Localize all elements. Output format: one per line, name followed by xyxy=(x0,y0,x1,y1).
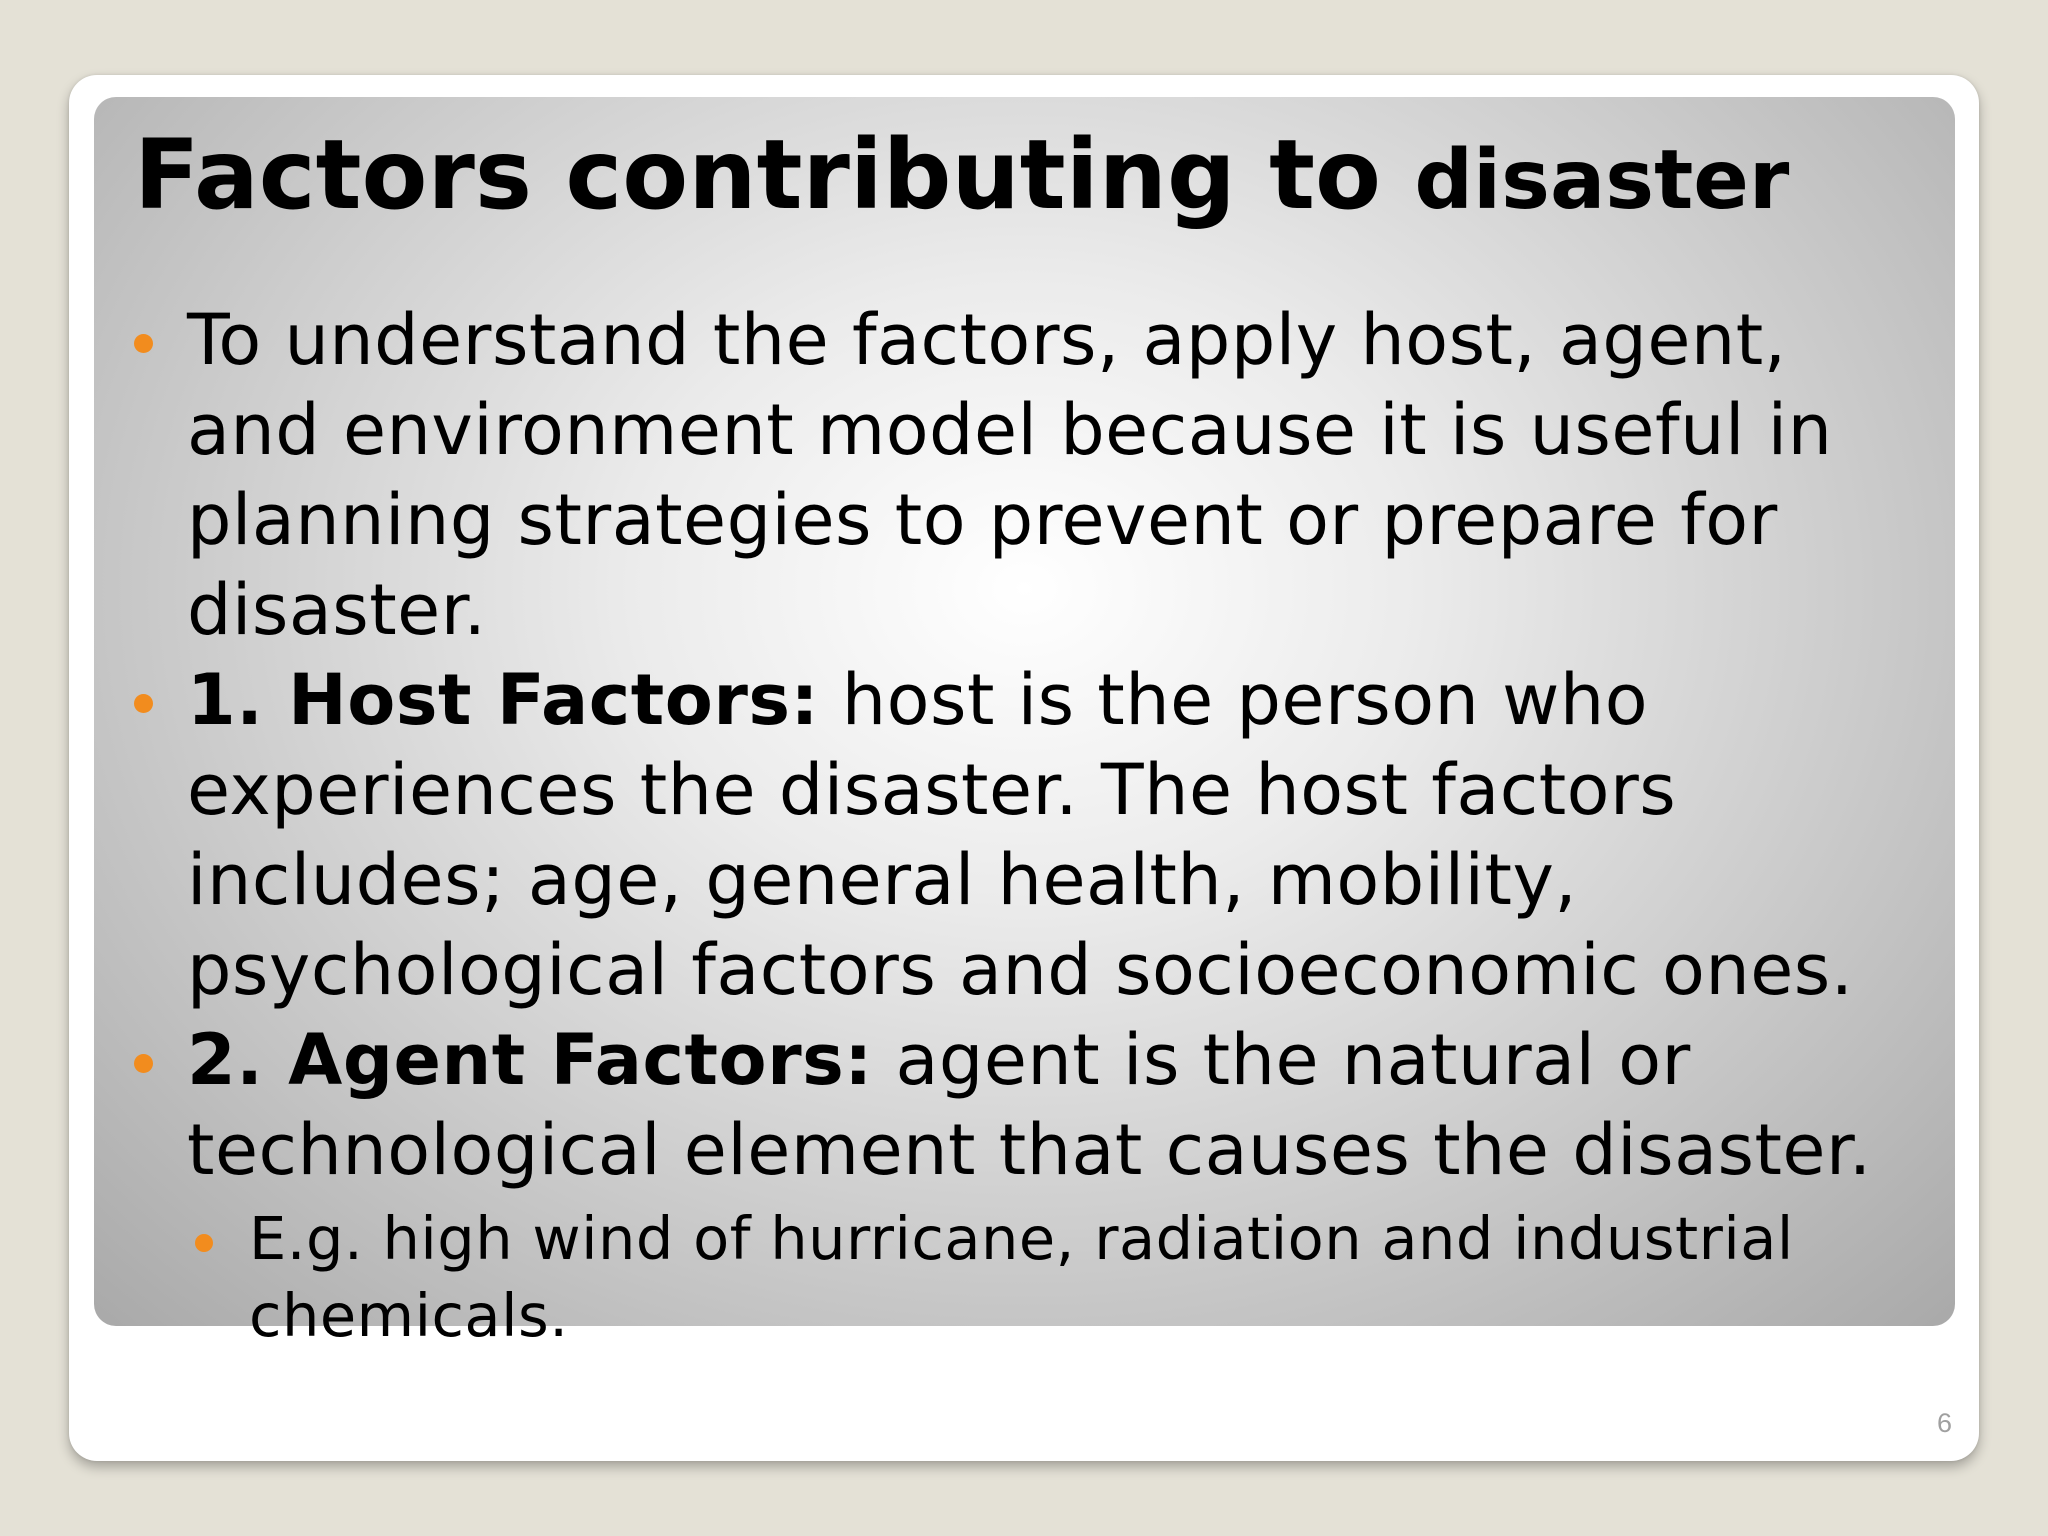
bullet-text: To understand the factors, apply host, agent, and environment model because it is useful in planning strategies to prevent or prepare for disaster. xyxy=(187,299,1833,651)
bullet-heading: 2. Agent Factors: xyxy=(187,1019,873,1101)
bullet-item xyxy=(134,655,1934,1015)
slide-title xyxy=(134,115,1789,241)
sub-bullet-item xyxy=(187,1200,1934,1354)
bullet-dot-icon xyxy=(134,1054,153,1073)
bullet-item xyxy=(134,1015,1934,1195)
page-number: 6 xyxy=(1936,1408,1952,1438)
title-end: disaster xyxy=(1414,133,1790,228)
bullet-heading: 1. Host Factors: xyxy=(187,659,820,741)
sub-bullet-text: E.g. high wind of hurricane, radiation and industrial chemicals. xyxy=(249,1204,1794,1350)
bullet-text: host is the person who experiences the disaster. The host factors includes; age, general health, mobility, psychological factors and socioeconomic ones. xyxy=(187,659,1854,1011)
bullet-dot-icon xyxy=(134,334,153,353)
title-main: Factors contributing to xyxy=(134,119,1381,231)
bullet-list xyxy=(134,295,1934,1354)
bullet-dot-icon xyxy=(134,694,153,713)
sub-bullet-dot-icon xyxy=(195,1234,213,1252)
bullet-item xyxy=(134,295,1934,655)
bullet-text: agent is the natural or technological element that causes the disaster. xyxy=(187,1019,1872,1191)
